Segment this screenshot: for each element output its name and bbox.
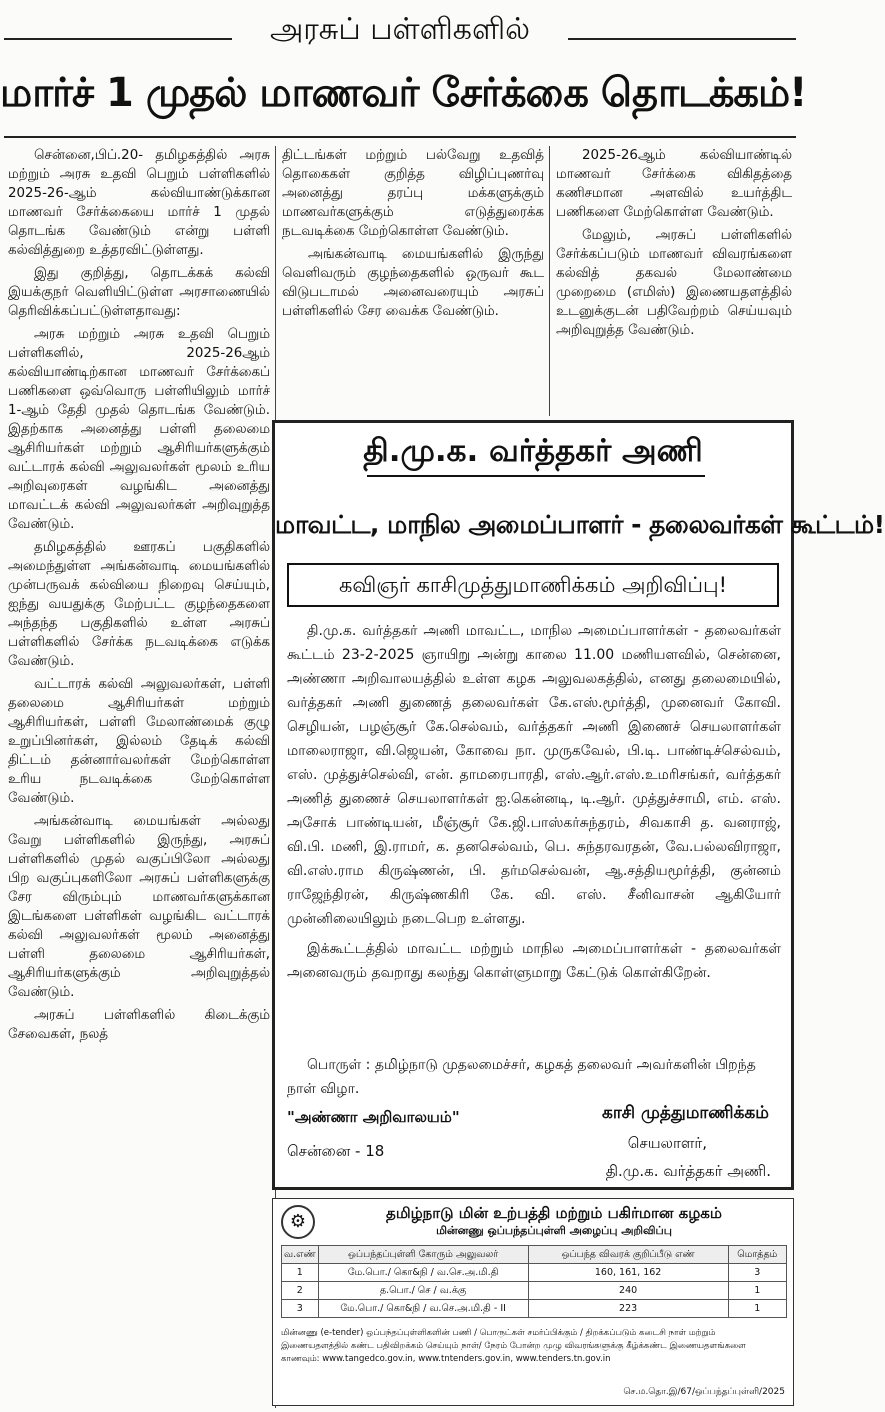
table-row xyxy=(282,1264,787,1282)
tender-cell: 1 xyxy=(282,1264,319,1282)
table-row xyxy=(282,1300,787,1318)
tender-cell: த.பொ./ செ / வ.க்கு xyxy=(318,1282,528,1300)
article-paragraph: அங்கன்வாடி மையங்கள் அல்லது வேறு பள்ளிகளில் இருந்து, அரசுப் பள்ளிகளில் முதல் வகுப்பிலோ அல்லது பிற வகுப்புகளிலோ அரசுப் பள்ளிகளுக்கு சேர விரும்பும் மாணவர்களுக்கான இடங்களை பள்ளிகள் வழங்கிட வட்டாரக் கல்வி அலுவலர்கள் மூலம் அனைத்து பள்ளி தலைமை ஆசிரியர்கள், ஆசிரியர்களுக்கும் அறிவுறுத்தல் வேண்டும். xyxy=(8,814,270,1000)
article-paragraph: வட்டாரக் கல்வி அலுவலர்கள், பள்ளி தலைமை ஆசிரியர்கள் மற்றும் ஆசிரியர்கள், பள்ளி மேலாண்மைக் குழு உறுப்பினர்கள், இல்லம் தேடிக் கல்வி திட்டம் தன்னார்வலர்கள் மேற்கொள்ள உரிய நடவடிக்கை மேற்கொள்ள வேண்டும். xyxy=(8,677,270,806)
tender-title: தமிழ்நாடு மின் உற்பத்தி மற்றும் பகிர்மான கழகம் xyxy=(386,1204,722,1222)
kicker-rule-left xyxy=(4,38,232,40)
tender-cell: 2 xyxy=(282,1282,319,1300)
ad-announcer-box: கவிஞர் காசிமுத்துமாணிக்கம் அறிவிப்பு! xyxy=(287,563,779,607)
article-paragraph: அரசு மற்றும் அரசு உதவி பெறும் பள்ளிகளில், 2025-26ஆம் கல்வியாண்டிற்கான மாணவர் சேர்க்கைப் பணிகளை ஒவ்வொரு பள்ளியிலும் மார்ச் 1-ஆம் தேதி முதல் தொடங்க வேண்டும். இதற்காக அனைத்து பள்ளி தலைமை ஆசிரியர்கள் மற்றும் ஆசிரியர்களுக்கும் வட்டாரக் கல்வி அலுவலர்கள் மூலம் உரிய அறிவுரைகள் வழங்கிட அனைத்து மாவட்டக் கல்வி அலுவலர்கள் அறிவுறுத்த வேண்டும். xyxy=(8,327,270,532)
tender-cell: 1 xyxy=(728,1300,786,1318)
ad-address-line1: "அண்ணா அறிவாலயம்" xyxy=(287,1108,460,1126)
ad-address-line2: சென்னை - 18 xyxy=(287,1142,385,1160)
ad-paragraph: இக்கூட்டத்தில் மாவட்ட மற்றும் மாநில அமைப்பாளர்கள் - தலைவர்கள் அனைவரும் தவறாது கலந்து கொள்ளுமாறு கேட்டுக் கொள்கிறேன். xyxy=(287,941,781,981)
tender-cell: 1 xyxy=(728,1282,786,1300)
tender-subtitle: மின்னணு ஒப்பந்தப்புள்ளி அழைப்பு அறிவிப்பு xyxy=(436,1224,672,1237)
tender-cell: 3 xyxy=(728,1264,786,1282)
ad-title-underline xyxy=(367,475,705,477)
article-paragraph: அங்கன்வாடி மையங்களில் இருந்து வெளிவரும் குழந்தைகளில் ஒருவர் கூட விடுபடாமல் அனைவரையும் அரசுப் பள்ளிகளில் சேர வைக்க வேண்டும். xyxy=(282,247,544,319)
ad-body xyxy=(287,619,781,991)
tender-reference: செ.ம.தொ.இ/67/ஒப்பந்தப்புள்ளி/2025 xyxy=(623,1387,785,1397)
tender-cell: 160, 161, 162 xyxy=(528,1264,728,1282)
tender-header-cell: ஒப்பந்தப்புள்ளி கோரும் அலுவலர் xyxy=(318,1246,528,1264)
article-paragraph: மேலும், அரசுப் பள்ளிகளில் சேர்க்கப்படும் மாணவர் விவரங்களை கல்வித் தகவல் மேலாண்மை முறைமை (எமிஸ்) இணையதளத்தில் உடனுக்குடன் பதிவேற்றம் செய்யவும் அறிவுறுத்த வேண்டும். xyxy=(556,228,792,338)
announcement-ad xyxy=(272,420,885,1190)
article-paragraph: தமிழகத்தில் ஊரகப் பகுதிகளில் அமைந்துள்ள அங்கன்வாடி மையங்களில் முன்பருவக் கல்வியை நிறைவு செய்யும், ஐந்து வயதுக்கு மேற்பட்ட குழந்தைகளை அந்தந்த பகுதிகளில் உள்ள அரசுப் பள்ளிகளில் சேர்க்க நடவடிக்கை எடுக்க வேண்டும். xyxy=(8,540,270,669)
article-column-3 xyxy=(556,146,792,416)
tangedco-logo-icon: ⚙ xyxy=(281,1205,315,1239)
column-divider xyxy=(549,146,550,416)
table-row xyxy=(282,1282,787,1300)
tender-cell: 240 xyxy=(528,1282,728,1300)
ad-signatory-role: செயலாளர், xyxy=(627,1134,707,1152)
ad-title: தி.மு.க. வர்த்தகர் அணி xyxy=(363,433,703,469)
tender-header-cell: மொத்தம் xyxy=(728,1246,786,1264)
kicker-rule-right xyxy=(568,38,796,40)
kicker xyxy=(0,8,800,52)
article-paragraph: திட்டங்கள் மற்றும் பல்வேறு உதவித் தொகைகள் குறித்த விழிப்புணர்வு அனைத்து தரப்பு மக்களுக்கும் மாணவர்களுக்கும் எடுத்துரைக்க நடவடிக்கை மேற்கொள்ள வேண்டும். xyxy=(282,148,544,239)
tender-notice xyxy=(272,1198,794,1406)
article-column-1 xyxy=(8,146,270,1408)
ad-subject: பொருள் : தமிழ்நாடு முதலமைச்சர், கழகத் தலைவர் அவர்களின் பிறந்த நாள் விழா. xyxy=(287,1057,756,1097)
article-column-2 xyxy=(282,146,544,416)
headline: மார்ச் 1 முதல் மாணவர் சேர்க்கை தொடக்கம்! xyxy=(0,70,807,116)
tender-cell: 3 xyxy=(282,1300,319,1318)
tender-table xyxy=(281,1245,787,1318)
ad-signatory-name: காசி முத்துமாணிக்கம் xyxy=(602,1103,769,1123)
ad-subtitle: மாவட்ட, மாநில அமைப்பாளர் - தலைவர்கள் கூட்டம்! xyxy=(275,510,885,539)
article-paragraph: அரசுப் பள்ளிகளில் கிடைக்கும் சேவைகள், நலத் xyxy=(8,1008,270,1042)
tender-cell: 223 xyxy=(528,1300,728,1318)
ad-signatory-org: தி.மு.க. வர்த்தகர் அணி. xyxy=(605,1162,771,1180)
tender-table-header-row xyxy=(282,1246,787,1264)
ad-paragraph: தி.மு.க. வர்த்தகர் அணி மாவட்ட, மாநில அமைப்பாளர்கள் - தலைவர்கள் கூட்டம் 23-2-2025 ஞாயிறு அன்று காலை 11.00 மணியளவில், சென்னை, அண்ணா அறிவாலயத்தில் உள்ள கழக அலுவலகத்தில், எனது தலைமையில், வர்த்தகர் அணி துணைத் தலைவர்கள் கே.எஸ்.மூர்த்தி, முனைவர் கோவி. செழியன், பழஞ்சூர் கே.செல்வம், வர்த்தகர் அணி இணைச் செயலாளர்கள் மாலைராஜா, வி.ஜெயன், கோவை நா. முருகவேல், பி.டி. பாண்டிச்செல்வம், எஸ். முத்துச்செல்வி, என். தாமரைபாரதி, எஸ்.ஆர்.எஸ்.உமரிசங்கர், வர்த்தகர் அணித் துணைச் செயலாளர்கள் ஐ.கென்னடி, டி.ஆர். முத்துச்சாமி, எம். எஸ். அசோக் பாண்டியன், மீஞ்சூர் கே.ஜி.பாஸ்கர்சுந்தரம், சிவகாசி த. வனராஜ், வி.பி. மணி, இ.ராமர், க. தனசெல்வம், பெ. சுந்தரவரதன், வே.பல்லவிராஜா, வி.எஸ்.ராம கிருஷ்ணன், பி. தர்மசெல்வன், ஆ.சத்தியமூர்த்தி, குன்னம் ராஜேந்திரன், கிருஷ்ணகிரி கே. வி. எஸ். சீனிவாசன் ஆகியோர் முன்னிலையிலும் நடைபெற உள்ளது. xyxy=(287,623,781,927)
article-paragraph: சென்னை,பிப்.20- தமிழகத்தில் அரசு மற்றும் அரசு உதவி பெறும் பள்ளிகளில் 2025-26-ஆம் கல்வியாண்டுக்கான மாணவர் சேர்க்கையை மார்ச் 1 முதல் தொடங்க வேண்டும் என்று பள்ளி கல்வித்துறை உத்தரவிட்டுள்ளது. xyxy=(8,148,270,258)
tender-cell: மே.பொ./ கொ&நி / வ.செ.அ.மி.தி - II xyxy=(318,1300,528,1318)
tender-note: மின்னணு (e-tender) ஒப்பந்தப்புள்ளிகளின் பணி / பொருட்கள் சமர்ப்பிக்கும் / திறக்கப்படும் கடைசி நாள் மற்றும் இணையதளத்தில் கண்ட பதிவிறக்கம் செய்யும் நாள்/ நேரம் போன்ற முழு விவரங்களுக்கு கீழ்க்கண்ட இணையதளங்களை காணவும்: www.tangedco.gov.in, www.tntenders.gov.in, www.tenders.tn.gov.in xyxy=(281,1328,746,1364)
ad-footer xyxy=(287,1053,781,1183)
kicker-text: அரசுப் பள்ளிகளில் xyxy=(260,12,540,47)
article-paragraph: இது குறித்து, தொடக்கக் கல்வி இயக்குநர் வெளியிட்டுள்ள அரசாணையில் தெரிவிக்கப்பட்டுள்ளதாவது: xyxy=(8,266,270,319)
headline-rule xyxy=(4,136,796,138)
article-paragraph: 2025-26ஆம் கல்வியாண்டில் மாணவர் சேர்க்கை விகிதத்தை கணிசமான அளவில் உயர்த்திட பணிகளை மேற்கொள்ள வேண்டும். xyxy=(556,148,792,220)
tender-cell: மே.பொ./ கொ&நி / வ.செ.அ.மி.தி xyxy=(318,1264,528,1282)
tender-header-cell: ஒப்பந்த விவரக் குறிப்பீடு எண் xyxy=(528,1246,728,1264)
tender-header-cell: வ.எண் xyxy=(282,1246,319,1264)
